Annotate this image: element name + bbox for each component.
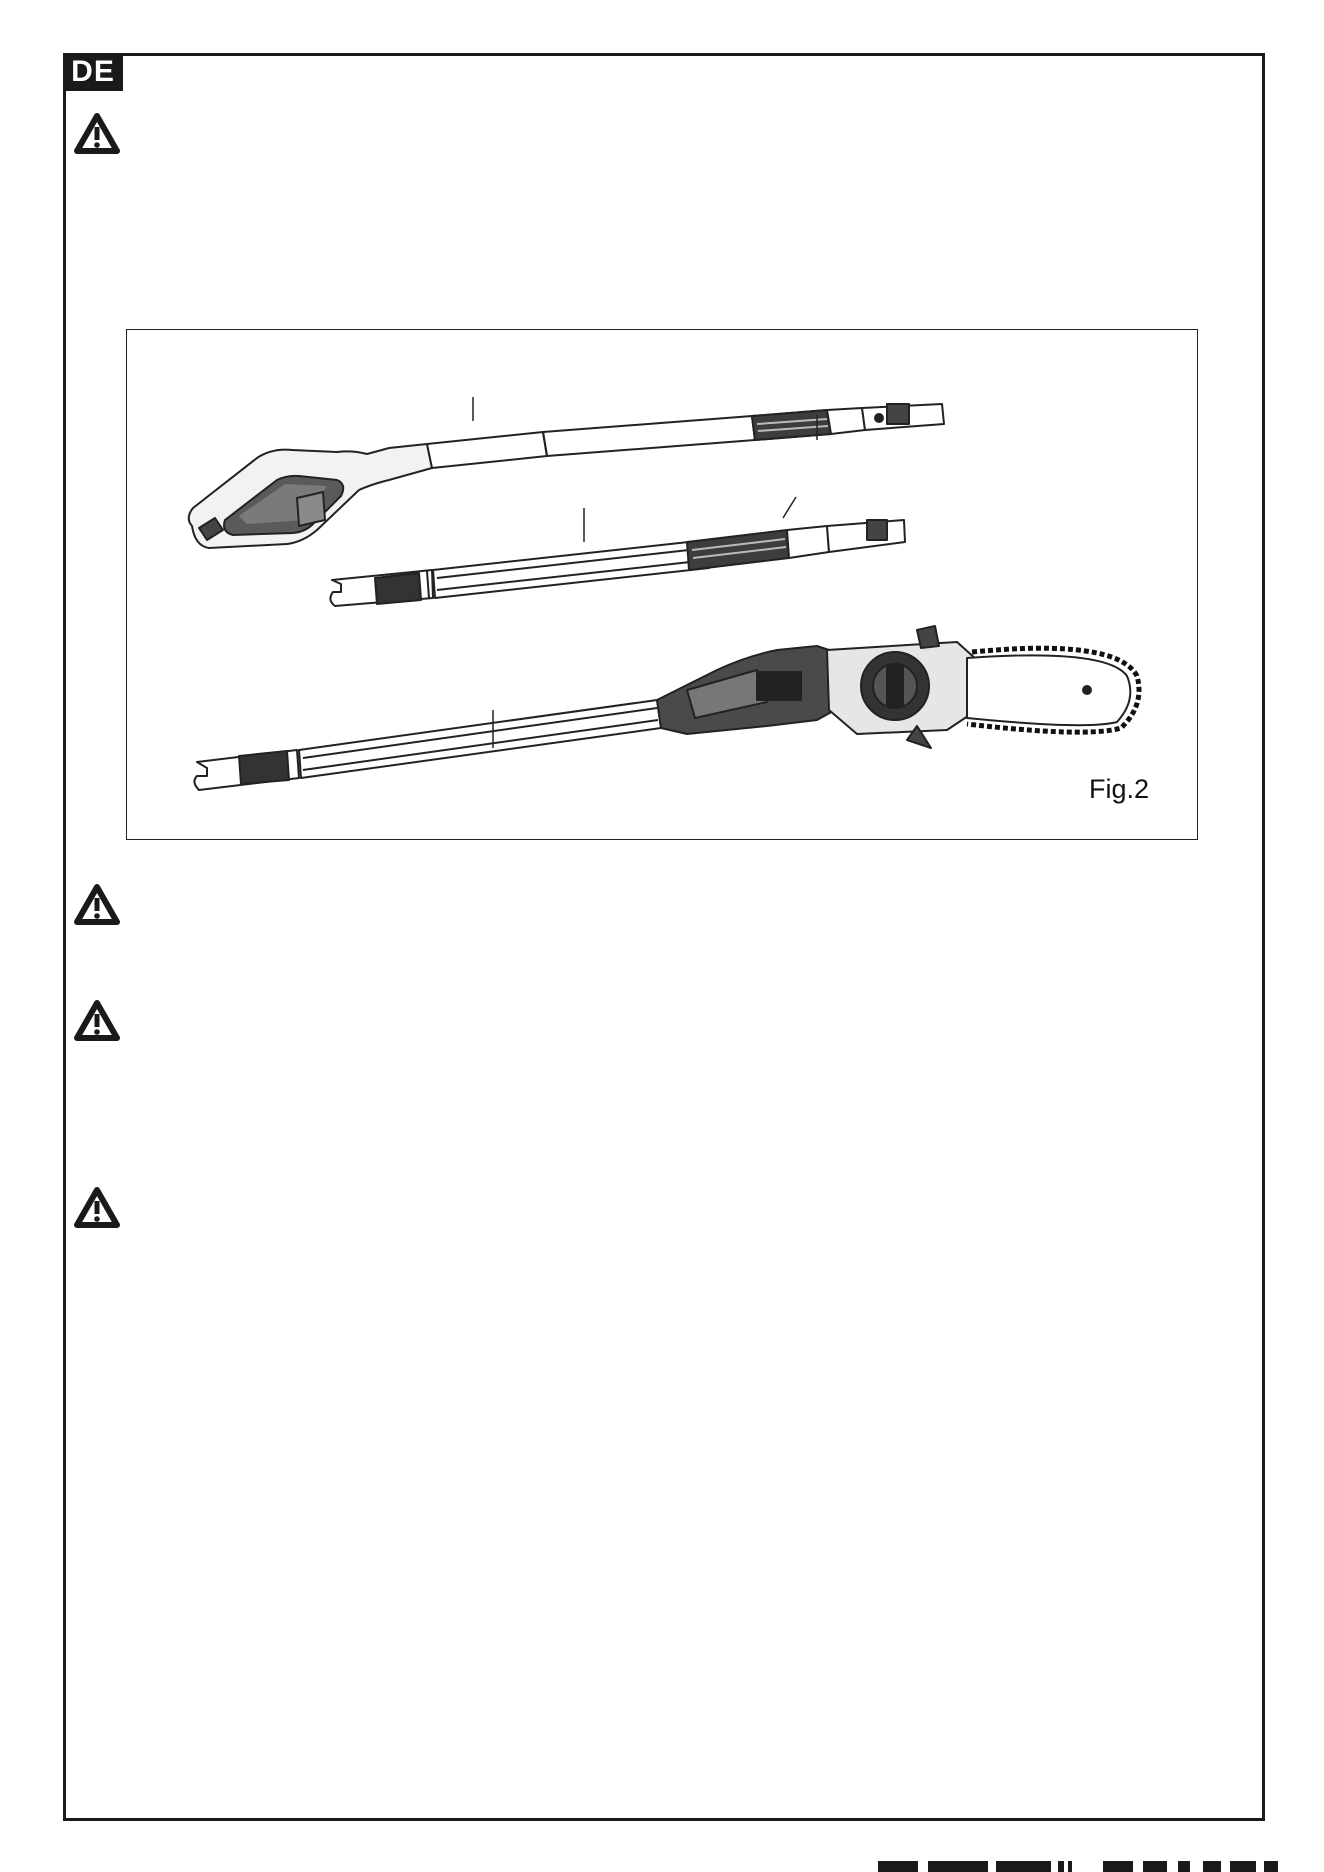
saw-head-section: [194, 626, 1139, 790]
page-frame: [63, 53, 1265, 1821]
warning-triangle-icon: [74, 1000, 120, 1042]
language-badge: DE: [63, 53, 123, 91]
figure-2-box: [126, 329, 1198, 840]
warning-triangle-icon: [74, 113, 120, 155]
print-marks: [878, 1861, 1288, 1872]
warning-triangle-icon: [74, 1187, 120, 1229]
figure-caption: Fig.2: [1088, 774, 1149, 804]
pole-saw-illustration: [127, 330, 1197, 839]
extension-pole-section: [330, 520, 905, 606]
warning-triangle-icon: [74, 884, 120, 926]
